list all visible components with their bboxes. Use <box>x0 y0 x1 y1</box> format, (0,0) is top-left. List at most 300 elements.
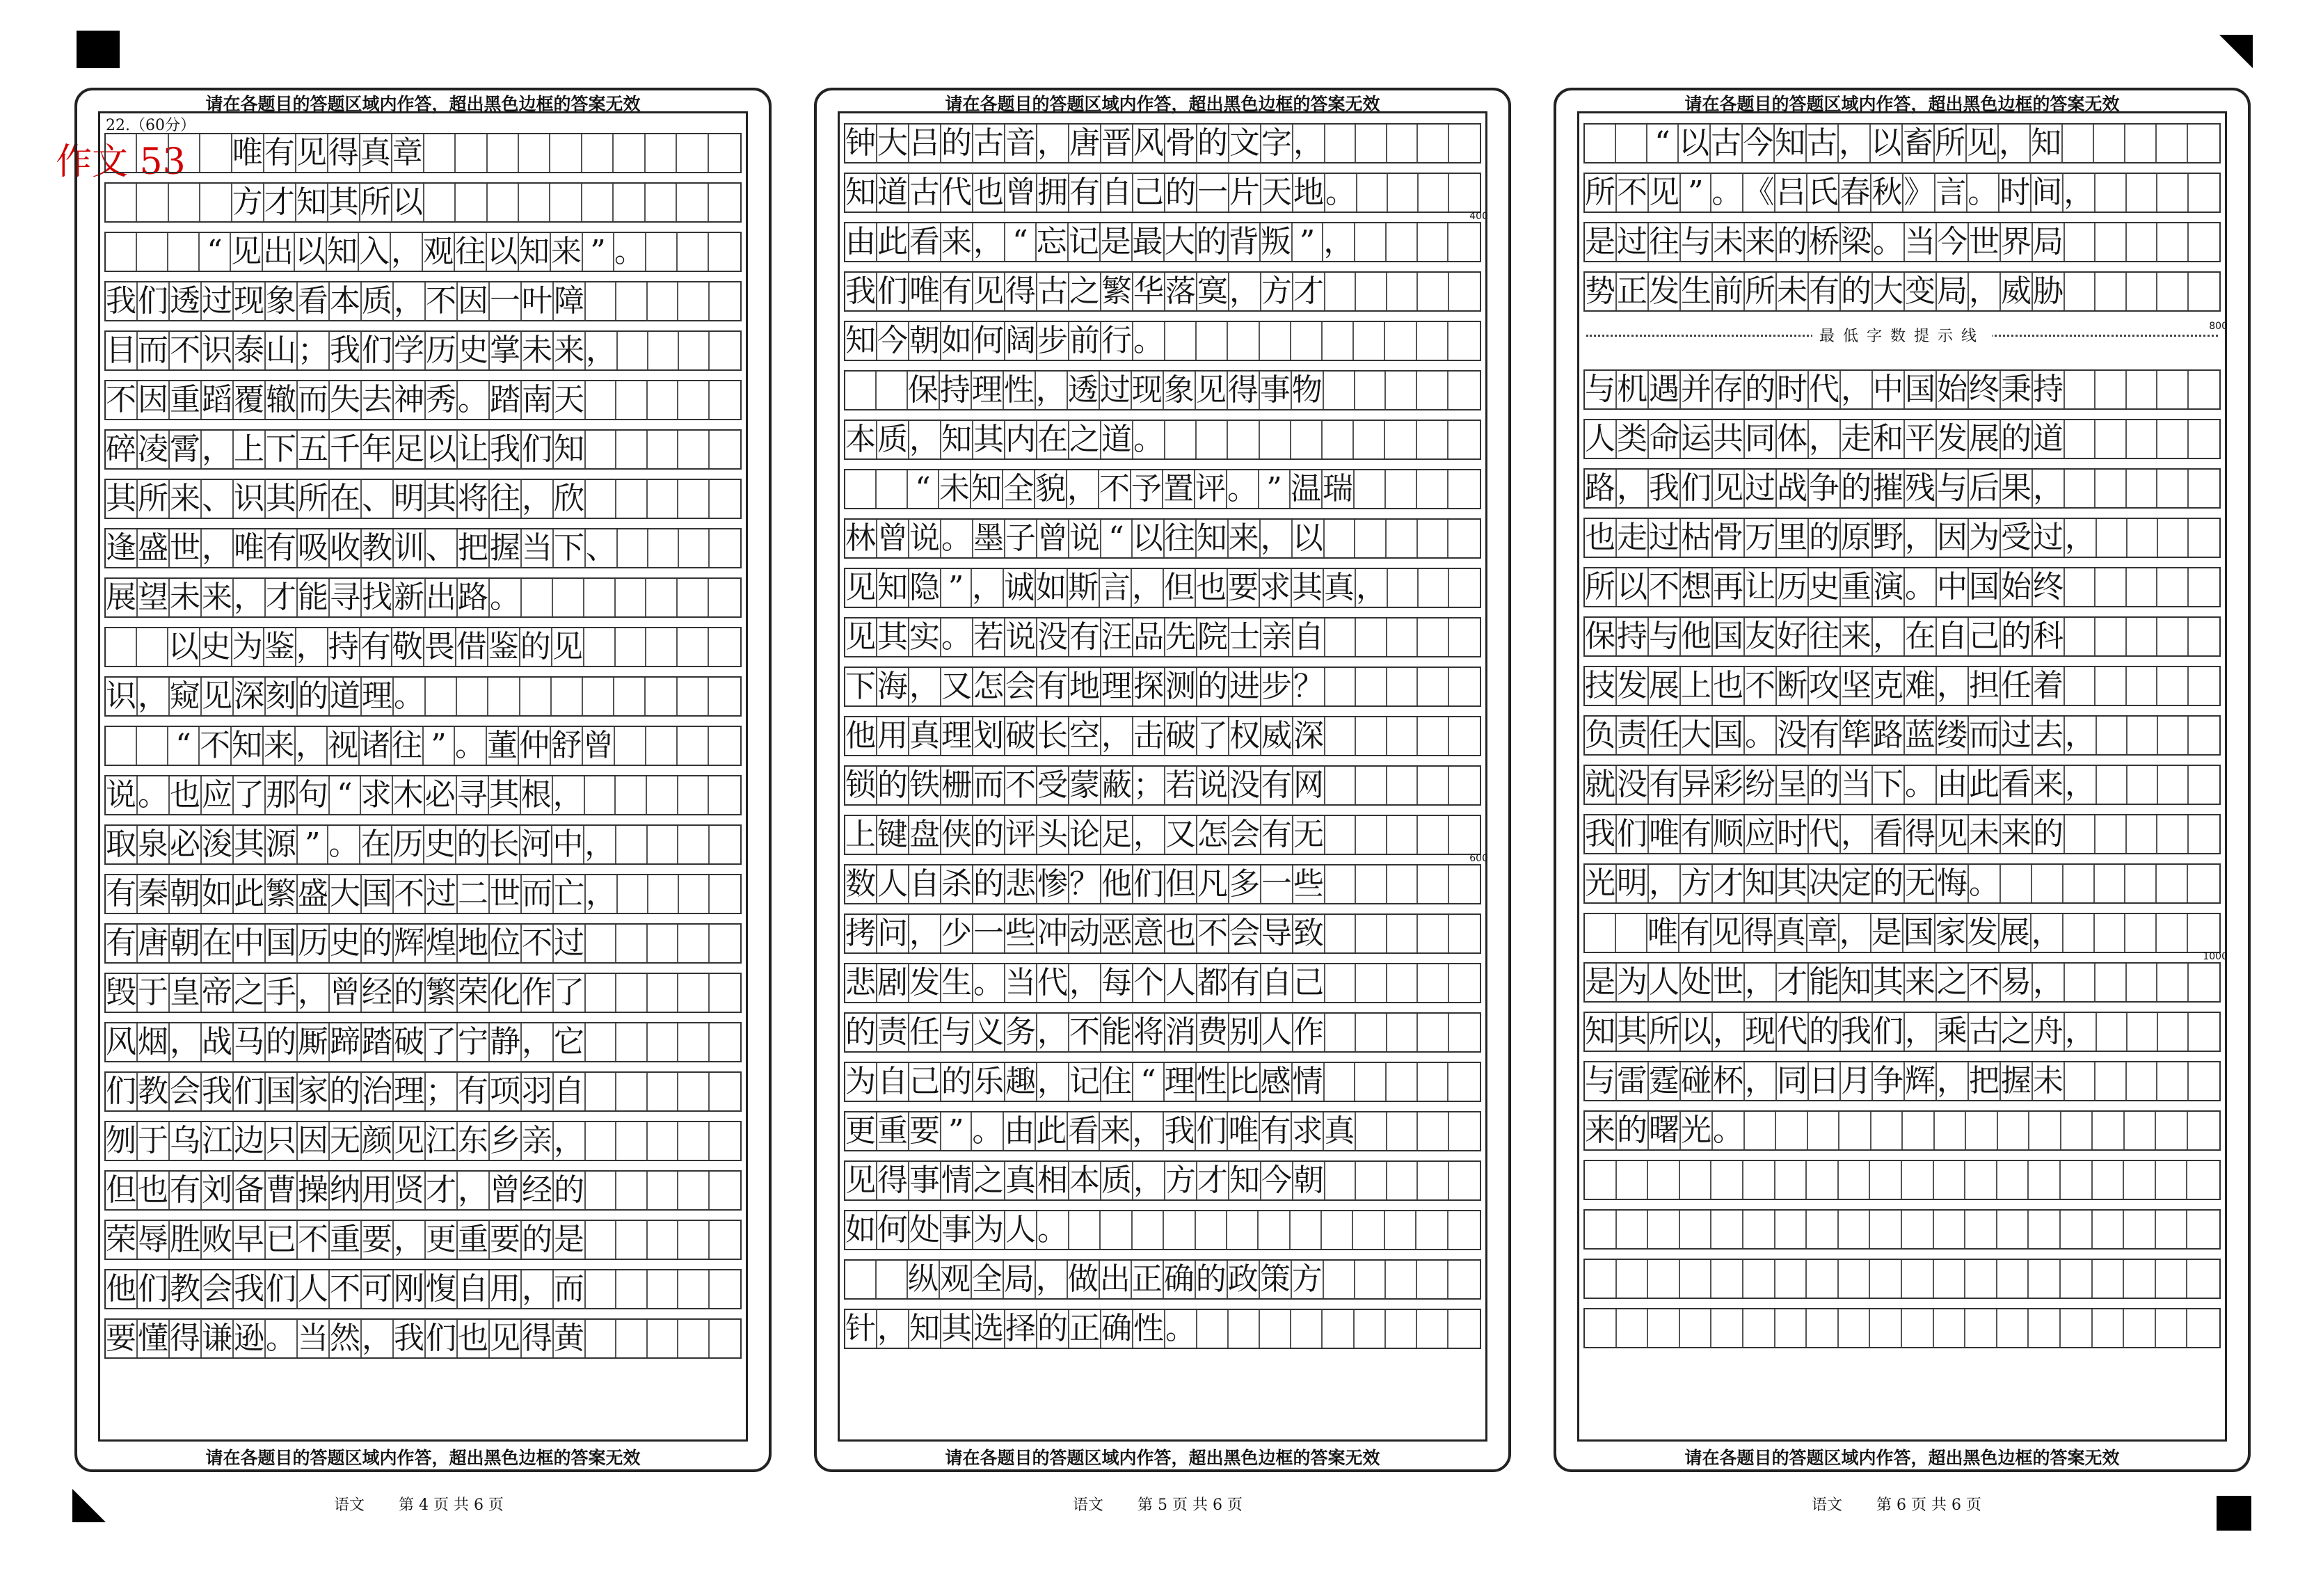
grid-cell: 国 <box>1713 619 1743 654</box>
grid-cell: 要 <box>490 1222 520 1257</box>
question-label: 22.（60分） <box>106 117 195 134</box>
grid-cell: 们 <box>234 1074 264 1109</box>
grid-row <box>1583 369 2221 410</box>
grid-cell: 朝 <box>1293 1163 1324 1198</box>
grid-cell <box>614 184 645 221</box>
grid-cell: 性 <box>1133 1311 1164 1346</box>
grid-cell: 骨 <box>1713 520 1743 555</box>
grid-cell: 章 <box>1807 915 1838 950</box>
grid-cell <box>1807 1211 1839 1248</box>
grid-cell <box>1356 1014 1387 1051</box>
grid-cell: 蔽 <box>1101 767 1132 803</box>
grid-cell: 如 <box>845 1212 876 1247</box>
grid-cell <box>2061 1112 2093 1149</box>
grid-cell <box>710 1122 740 1160</box>
grid-cell: 其 <box>488 777 520 813</box>
grid-cell: 忘 <box>1036 224 1067 260</box>
grid-cell <box>678 381 709 419</box>
grid-cell <box>1387 619 1418 656</box>
grid-cell: 战 <box>202 1024 232 1060</box>
grid-row <box>1583 715 2221 756</box>
grid-cell: ， <box>1132 1113 1163 1149</box>
grid-cell: 士 <box>1229 619 1260 655</box>
grid-cell: 行 <box>1101 323 1132 358</box>
grid-cell: 持 <box>1617 619 1647 654</box>
grid-cell: 国 <box>1713 717 1743 753</box>
grid-cell: 史 <box>1809 569 1839 605</box>
grid-cell <box>2097 766 2128 804</box>
grid-cell: 掌 <box>490 333 520 368</box>
grid-cell <box>710 1172 740 1209</box>
grid-cell <box>1448 372 1480 409</box>
grid-cell <box>616 579 647 616</box>
grid-cell: 家 <box>298 1074 328 1109</box>
grid-cell <box>1680 1161 1712 1199</box>
grid-cell: 望 <box>138 580 168 615</box>
grid-cell: 备 <box>234 1172 264 1208</box>
grid-cell: 怎 <box>973 669 1004 704</box>
grid-cell: 未 <box>939 471 970 506</box>
grid-cell: 争 <box>1809 470 1839 506</box>
panel-header-notice: 请在各题目的答题区域内作答，超出黑色边框的答案无效 <box>205 94 641 114</box>
grid-cell: 科 <box>2033 619 2063 654</box>
grid-row <box>104 429 742 470</box>
grid-cell: 见 <box>1937 816 1967 852</box>
grid-cell: 其 <box>1292 570 1323 605</box>
grid-cell <box>1711 1161 1743 1199</box>
grid-cell <box>1325 520 1356 557</box>
grid-cell: 国 <box>362 876 392 911</box>
grid-cell: 早 <box>234 1222 264 1257</box>
grid-cell <box>2124 1211 2156 1248</box>
grid-cell <box>2127 667 2157 705</box>
panel-header-notice: 请在各题目的答题区域内作答，超出黑色边框的答案无效 <box>945 94 1380 114</box>
grid-cell: 说 <box>1197 767 1228 803</box>
grid-cell: ， <box>909 916 940 951</box>
grid-cell: 才 <box>264 184 295 220</box>
grid-cell <box>1325 1162 1356 1199</box>
grid-row <box>104 874 742 914</box>
registration-mark-top-left <box>77 31 120 68</box>
grid-cell: 背 <box>1228 224 1259 260</box>
grid-cell: 自 <box>458 1271 488 1307</box>
grid-cell: 史 <box>330 925 360 961</box>
grid-row <box>104 528 742 568</box>
grid-cell <box>2065 223 2096 261</box>
grid-cell: 人 <box>1649 964 1679 1000</box>
grid-cell: 为 <box>973 1212 1004 1247</box>
grid-row <box>1583 271 2221 312</box>
grid-cell <box>1997 1161 2029 1199</box>
grid-cell: 得 <box>1905 816 1935 852</box>
grid-cell: 人 <box>1261 1014 1292 1050</box>
grid-cell: 日 <box>1809 1063 1839 1099</box>
grid-cell <box>2093 1260 2125 1298</box>
grid-cell: 言 <box>1935 175 1967 210</box>
grid-cell: 机 <box>1617 372 1647 407</box>
grid-cell <box>2157 1062 2188 1100</box>
grid-cell: 他 <box>845 718 876 753</box>
grid-cell: 我 <box>1649 470 1679 506</box>
grid-cell: 。 <box>1967 175 1999 210</box>
grid-cell <box>678 480 709 518</box>
grid-cell <box>648 1320 678 1357</box>
grid-cell: 们 <box>1681 470 1711 506</box>
grid-cell <box>552 678 583 715</box>
grid-cell <box>169 134 200 172</box>
grid-cell: 见 <box>1711 915 1742 950</box>
grid-cell: 易 <box>2001 964 2031 1000</box>
grid-cell: 唯 <box>1228 1113 1259 1149</box>
grid-cell: 威 <box>1261 718 1292 753</box>
grid-cell: 知 <box>519 234 550 269</box>
grid-cell: 将 <box>1133 1014 1164 1050</box>
grid-cell <box>616 282 647 320</box>
grid-row <box>104 1121 742 1161</box>
grid-cell: 进 <box>1229 669 1260 704</box>
grid-cell <box>1449 1162 1480 1199</box>
grid-cell: 些 <box>1293 866 1324 902</box>
grid-cell <box>2096 420 2126 458</box>
grid-cell: 本 <box>845 422 876 457</box>
grid-cell: 刚 <box>394 1271 424 1307</box>
grid-cell: 为 <box>1617 964 1647 1000</box>
grid-cell <box>1291 1211 1322 1249</box>
grid-cell: ， <box>1713 1014 1743 1049</box>
grid-cell: 唯 <box>234 530 264 566</box>
grid-cell: 乘 <box>1937 1014 1967 1049</box>
grid-cell <box>1197 322 1228 360</box>
grid-cell: 而 <box>1969 717 1999 753</box>
grid-cell: ， <box>1035 1261 1067 1297</box>
grid-cell: 也 <box>1196 570 1227 605</box>
grid-cell <box>2065 420 2096 458</box>
grid-cell <box>1229 1310 1260 1348</box>
grid-cell <box>1387 915 1418 952</box>
grid-cell <box>2187 1309 2219 1347</box>
grid-cell: ， <box>1323 224 1355 260</box>
grid-cell <box>1388 569 1419 607</box>
grid-cell: ， <box>1356 570 1387 605</box>
grid-cell: 中 <box>552 827 584 862</box>
grid-cell <box>616 776 647 814</box>
grid-cell: 、 <box>202 481 232 516</box>
grid-cell <box>2065 815 2096 853</box>
grid-cell: 用 <box>490 1271 520 1307</box>
grid-cell: 的 <box>845 1014 876 1050</box>
grid-cell: 往 <box>455 234 486 269</box>
grid-cell: 墨 <box>973 520 1004 556</box>
grid-cell <box>519 134 550 172</box>
grid-cell: 真 <box>1005 1163 1036 1198</box>
grid-cell: 内 <box>1005 422 1036 457</box>
grid-cell: 但 <box>1164 570 1195 605</box>
grid-cell <box>2157 815 2188 853</box>
grid-cell <box>1356 619 1387 656</box>
grid-cell <box>648 480 678 518</box>
grid-cell <box>1449 125 1480 162</box>
grid-cell <box>2187 1211 2219 1248</box>
grid-row <box>844 963 1481 1003</box>
page-footer-4 <box>334 1493 504 1515</box>
grid-cell: ， <box>1745 1063 1775 1099</box>
grid-cell <box>646 134 677 172</box>
grid-cell: 理 <box>1101 669 1132 704</box>
grid-cell: ， <box>2033 470 2063 506</box>
grid-cell <box>2188 865 2219 902</box>
grid-cell: 观 <box>423 234 454 269</box>
grid-cell: 有 <box>1261 767 1292 803</box>
grid-cell: 见 <box>1195 372 1227 408</box>
grid-row <box>1583 1259 2221 1299</box>
grid-cell: 长 <box>1037 718 1068 753</box>
grid-cell: 代 <box>1037 965 1068 1000</box>
grid-cell <box>1585 1260 1617 1298</box>
grid-cell: 手 <box>266 975 296 1010</box>
grid-cell <box>2124 1161 2156 1199</box>
grid-cell: 以 <box>1132 520 1163 556</box>
grid-cell: 我 <box>330 333 360 368</box>
grid-cell <box>550 134 582 172</box>
grid-cell <box>1808 1112 1839 1149</box>
grid-cell: 寞 <box>1197 273 1228 309</box>
grid-cell <box>1711 1309 1743 1347</box>
grid-cell <box>1448 1211 1480 1249</box>
grid-cell: 二 <box>458 876 488 911</box>
grid-cell: 一 <box>1197 175 1228 210</box>
grid-cell <box>678 727 709 765</box>
grid-cell <box>426 678 457 715</box>
grid-cell: 》 <box>1903 175 1935 210</box>
grid-cell <box>2158 766 2189 804</box>
answer-grid-box <box>1577 111 2227 1442</box>
grid-cell: 明 <box>1617 865 1647 901</box>
grid-cell: 的 <box>1809 1014 1839 1049</box>
grid-cell <box>616 974 647 1012</box>
grid-cell: 所 <box>298 481 328 516</box>
grid-cell <box>1355 470 1386 508</box>
grid-cell: 和 <box>1873 421 1903 456</box>
grid-cell: 的 <box>1745 372 1775 407</box>
grid-cell: 情 <box>941 1163 972 1198</box>
grid-cell <box>1743 1309 1775 1347</box>
grid-cell: 来 <box>551 234 582 269</box>
grid-cell: 下 <box>1873 767 1903 802</box>
grid-cell: 江 <box>202 1123 232 1158</box>
grid-cell: 我 <box>106 283 136 319</box>
grid-cell <box>678 678 709 715</box>
page-footer-5 <box>1073 1493 1243 1515</box>
grid-cell: ， <box>1905 1014 1935 1049</box>
grid-cell: 浚 <box>202 827 232 862</box>
grid-cell: 其 <box>973 422 1004 457</box>
grid-cell: 的 <box>266 1024 296 1060</box>
grid-cell: 技 <box>1585 668 1615 703</box>
grid-cell: 。 <box>490 580 520 615</box>
grid-cell <box>2065 273 2096 310</box>
grid-cell: 梁 <box>1841 224 1871 260</box>
grid-cell: 。 <box>973 965 1004 1000</box>
grid-cell: 踏 <box>362 1024 392 1060</box>
grid-cell: 就 <box>1585 767 1615 802</box>
grid-cell <box>2096 223 2126 261</box>
grid-cell: 有 <box>1809 273 1839 309</box>
grid-cell <box>1839 1309 1871 1347</box>
grid-cell <box>1324 372 1355 409</box>
grid-cell: 唐 <box>138 925 168 961</box>
grid-cell: 运 <box>1681 421 1711 456</box>
grid-cell: 确 <box>1163 1261 1195 1297</box>
grid-cell <box>1870 1161 1902 1199</box>
grid-cell: 步 <box>1261 669 1292 704</box>
grid-cell: 曙 <box>1649 1112 1679 1148</box>
grid-cell: 深 <box>234 678 264 714</box>
grid-cell <box>2065 470 2096 507</box>
grid-cell <box>106 233 137 271</box>
grid-cell <box>648 529 679 567</box>
grid-cell <box>1386 1310 1417 1348</box>
grid-cell: 划 <box>973 718 1004 753</box>
grid-cell: 破 <box>394 1024 424 1060</box>
grid-cell: 霄 <box>170 431 200 467</box>
grid-cell <box>2097 717 2128 754</box>
grid-cell: 不 <box>1617 175 1647 210</box>
grid-cell: 正 <box>1617 273 1647 309</box>
grid-cell: ， <box>362 1320 392 1356</box>
grid-cell: 如 <box>1036 570 1067 605</box>
grid-cell: 的 <box>1873 865 1903 901</box>
grid-cell: 识 <box>234 481 264 516</box>
grid-cell: 荣 <box>106 1222 136 1257</box>
grid-cell: 更 <box>845 1113 876 1149</box>
grid-cell <box>1448 1310 1480 1348</box>
grid-cell <box>710 480 740 518</box>
grid-cell: 的 <box>1777 224 1807 260</box>
grid-cell <box>677 184 708 221</box>
grid-cell: 说 <box>106 777 136 813</box>
grid-cell: 评 <box>1195 471 1226 506</box>
grid-cell <box>1585 1211 1617 1248</box>
grid-cell <box>1902 1260 1934 1298</box>
grid-cell: 句 <box>298 777 328 813</box>
grid-cell: 看 <box>2001 767 2031 802</box>
grid-cell <box>456 134 487 172</box>
grid-cell: 畜 <box>1903 125 1933 161</box>
grid-cell <box>1165 322 1197 360</box>
grid-cell: 逢 <box>106 530 136 566</box>
grid-cell: 未 <box>1713 224 1743 260</box>
grid-cell: 来 <box>1905 964 1935 1000</box>
grid-cell: 是 <box>1585 964 1615 1000</box>
grid-cell: 乡 <box>490 1123 520 1158</box>
answer-panel-page-5 <box>814 88 1511 1472</box>
grid-cell: 当 <box>298 1320 328 1356</box>
grid-cell: ， <box>296 728 326 763</box>
grid-cell: 们 <box>426 1320 456 1356</box>
grid-cell <box>709 678 740 715</box>
grid-cell <box>1648 1211 1680 1248</box>
grid-cell: 繁 <box>426 975 456 1010</box>
grid-cell: 国 <box>1903 915 1934 950</box>
grid-cell: 过 <box>2033 520 2063 555</box>
grid-cell: 物 <box>1291 372 1323 408</box>
grid-cell <box>586 480 616 518</box>
grid-cell: 透 <box>170 283 200 319</box>
score-annotation: 作文 53 <box>56 141 186 183</box>
grid-cell: 同 <box>1777 1063 1807 1099</box>
grid-cell: 其 <box>1873 964 1903 1000</box>
grid-cell: 握 <box>2001 1063 2031 1099</box>
grid-cell <box>678 282 709 320</box>
grid-cell: 又 <box>941 669 972 704</box>
grid-cell: 方 <box>1681 865 1711 901</box>
grid-cell: ， <box>1229 273 1260 309</box>
grid-cell: 谦 <box>202 1320 232 1356</box>
grid-cell: 亲 <box>522 1123 552 1158</box>
grid-cell: 有 <box>1261 817 1292 852</box>
grid-cell: 代 <box>1809 816 1839 852</box>
grid-cell: 其 <box>877 619 908 655</box>
grid-row <box>104 232 742 272</box>
grid-cell <box>710 1221 740 1259</box>
grid-cell: 策 <box>1259 1261 1291 1297</box>
grid-cell: 里 <box>1777 520 1807 555</box>
grid-cell: 理 <box>362 678 392 714</box>
grid-cell: 的 <box>1617 1112 1647 1148</box>
grid-cell: 的 <box>1841 273 1871 309</box>
grid-cell: 去 <box>362 382 392 417</box>
grid-cell <box>614 134 645 172</box>
grid-cell: ， <box>586 333 616 368</box>
grid-cell <box>2125 1112 2156 1149</box>
grid-cell: 曹 <box>266 1172 296 1208</box>
grid-row <box>104 1318 742 1359</box>
grid-cell <box>1260 322 1291 360</box>
grid-cell <box>845 470 877 508</box>
grid-cell <box>1325 816 1356 854</box>
grid-cell: 才 <box>266 580 296 615</box>
grid-cell: 真 <box>1324 570 1355 605</box>
grid-cell: 我 <box>1585 816 1615 852</box>
grid-cell: 寻 <box>456 777 488 813</box>
grid-cell: ， <box>1937 1063 1967 1099</box>
grid-cell: 因 <box>458 283 488 319</box>
grid-cell: 缕 <box>1937 717 1967 753</box>
grid-cell: 把 <box>1969 1063 1999 1099</box>
grid-cell: 收 <box>330 530 360 566</box>
grid-cell <box>1871 1112 1903 1149</box>
grid-cell <box>2096 618 2126 655</box>
grid-cell <box>1323 1310 1354 1348</box>
grid-cell: 负 <box>1585 717 1615 753</box>
grid-cell <box>646 678 677 715</box>
grid-cell: 得 <box>1005 273 1036 309</box>
grid-cell: 上 <box>845 817 876 852</box>
grid-cell <box>2065 568 2096 606</box>
grid-cell: 今 <box>1937 224 1967 260</box>
grid-cell: 实 <box>909 619 940 655</box>
grid-cell: 与 <box>1649 619 1679 654</box>
grid-row <box>1583 468 2221 509</box>
grid-cell: 足 <box>394 431 424 467</box>
grid-cell: 时 <box>1999 175 2031 210</box>
grid-cell <box>1449 273 1480 310</box>
grid-cell: 的 <box>2001 619 2031 654</box>
grid-cell: 是 <box>1100 224 1131 260</box>
grid-cell: 斯 <box>1068 570 1099 605</box>
grid-cell <box>845 372 877 409</box>
grid-row <box>104 330 742 371</box>
